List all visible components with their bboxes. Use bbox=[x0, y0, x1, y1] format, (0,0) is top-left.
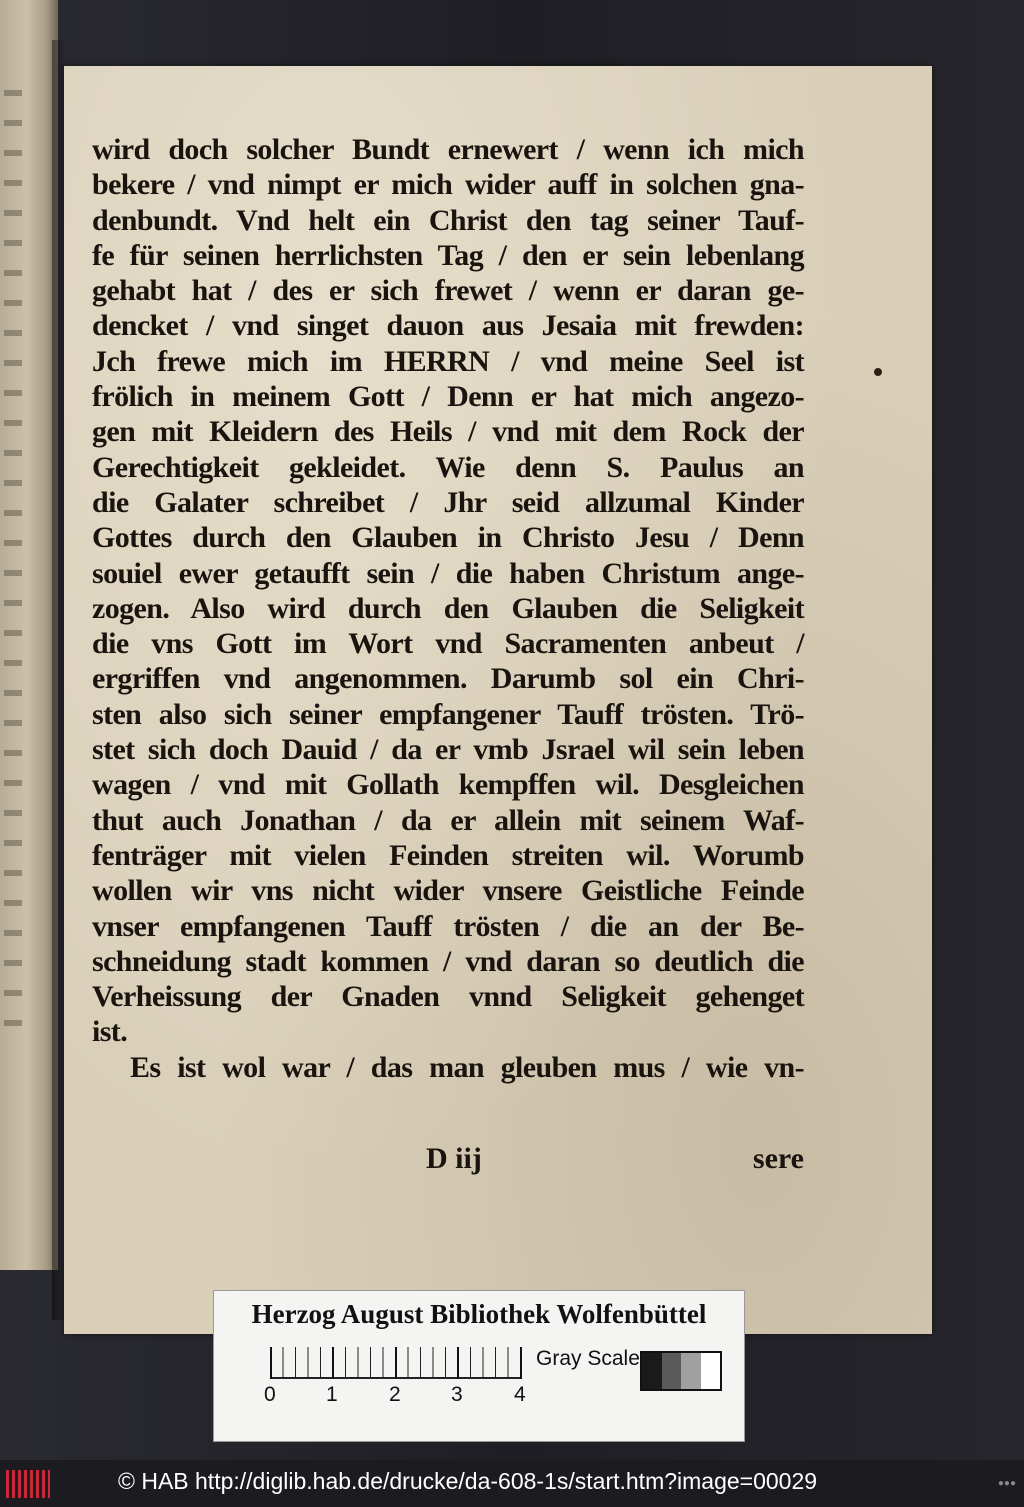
ink-spot bbox=[874, 368, 882, 376]
catchword: sere bbox=[752, 1142, 804, 1175]
gray-swatch bbox=[701, 1353, 721, 1389]
ruler-number: 2 bbox=[389, 1383, 401, 1406]
ruler-number: 1 bbox=[326, 1383, 338, 1406]
text-line: frölich in meinem Gott / Denn er hat mich angezo- bbox=[92, 380, 804, 414]
text-line: vnser empfangenen Tauff trösten / die an der Be- bbox=[92, 909, 804, 943]
text-line: ergriffen vnd angenommen. Darumb sol ein Chri- bbox=[92, 662, 804, 696]
text-line: gen mit Kleidern des Heils / vnd mit dem Rock der bbox=[92, 415, 804, 449]
ruler-major-tick bbox=[520, 1347, 522, 1379]
gray-swatch bbox=[681, 1353, 701, 1389]
previous-page-text-bleed bbox=[4, 90, 22, 1030]
color-calibration-card bbox=[213, 1290, 745, 1442]
gray-swatch bbox=[662, 1353, 682, 1389]
viewer-footer bbox=[0, 1460, 1024, 1507]
previous-page-edge bbox=[0, 0, 58, 1270]
ruler-major-tick bbox=[270, 1347, 272, 1379]
text-line: Jch frewe mich im HERRN / vnd meine Seel ist bbox=[92, 344, 804, 378]
text-line: gehabt hat / des er sich frewet / wenn er daran ge- bbox=[92, 274, 804, 308]
text-line: fe für seinen herrlichsten Tag / den er sein lebenlang bbox=[92, 238, 804, 272]
text-line: die vns Gott im Wort vnd Sacramenten anbeut / bbox=[92, 627, 804, 661]
source-link[interactable]: © HAB http://diglib.hab.de/drucke/da-608-1s/start.htm?image=00029 bbox=[118, 1468, 818, 1494]
text-line: zogen. Also wird durch den Glauben die Seligkeit bbox=[92, 591, 804, 625]
text-line: ist. bbox=[92, 1015, 128, 1049]
footer-dots-icon: ●●● bbox=[997, 1478, 1016, 1489]
text-line: Gottes durch den Glauben in Christo Jesu / Denn bbox=[92, 521, 804, 555]
text-line: fenträger mit vielen Feinden streiten wil. Worumb bbox=[92, 838, 804, 872]
ruler-major-tick bbox=[395, 1347, 397, 1379]
page-footer-line bbox=[92, 1142, 804, 1178]
text-line: Verheissung der Gnaden vnnd Seligkeit gehenget bbox=[92, 980, 804, 1014]
ruler-number: 0 bbox=[264, 1383, 276, 1406]
text-line: thut auch Jonathan / da er allein mit seinem Waf- bbox=[92, 803, 804, 837]
library-name: Herzog August Bibliothek Wolfenbüttel bbox=[251, 1299, 707, 1329]
book-page bbox=[64, 66, 932, 1334]
ruler-numbers bbox=[264, 1383, 544, 1411]
ruler-major-tick bbox=[332, 1347, 334, 1379]
text-line: wird doch solcher Bundt ernewert / wenn ich mich bbox=[92, 133, 804, 166]
text-line: die Galater schreibet / Jhr seid allzumal Kinder bbox=[92, 485, 804, 519]
gray-scale-label: Gray Scale bbox=[536, 1347, 640, 1370]
text-line: wollen wir vns nicht wider vnsere Geistliche Feinde bbox=[92, 874, 804, 908]
text-line: schneidung stadt kommen / vnd daran so deutlich die bbox=[92, 944, 804, 978]
text-line: sten also sich seiner empfangener Tauff trösten. Trö- bbox=[92, 697, 804, 731]
text-line: souiel ewer getaufft sein / die haben Christum ange- bbox=[92, 556, 804, 590]
text-line: denbundt. Vnd helt ein Christ den tag seiner Tauf- bbox=[92, 203, 804, 237]
ruler-major-tick bbox=[457, 1347, 459, 1379]
ruler-number: 4 bbox=[514, 1383, 526, 1406]
gray-scale-swatches bbox=[640, 1351, 722, 1391]
signature-mark: D iij bbox=[426, 1142, 482, 1175]
text-line: wagen / vnd mit Gollath kempffen wil. Desgleichen bbox=[92, 768, 804, 802]
paragraph-first-line: Es ist wol war / das man gleuben mus / wie vn- bbox=[130, 1050, 804, 1084]
ruler-number: 3 bbox=[451, 1383, 463, 1406]
text-line: stet sich doch Dauid / da er vmb Jsrael wil sein leben bbox=[92, 733, 804, 767]
gray-swatch bbox=[642, 1353, 662, 1389]
text-line: bekere / vnd nimpt er mich wider auff in solchen gna- bbox=[92, 168, 804, 202]
text-line: Gerechtigkeit gekleidet. Wie denn S. Paulus an bbox=[92, 450, 804, 484]
hab-logo-icon[interactable] bbox=[6, 1470, 50, 1498]
page-text-block bbox=[92, 132, 804, 1085]
text-line: dencket / vnd singet dauon aus Jesaia mit frewden: bbox=[92, 309, 804, 343]
